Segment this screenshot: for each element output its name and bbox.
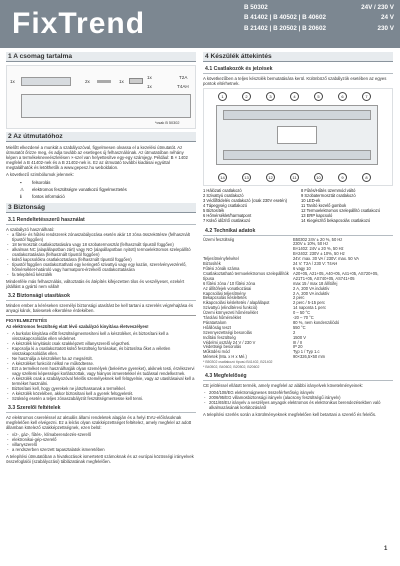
subsection-title: 4.3 Megfelelőség bbox=[203, 372, 393, 381]
fuse-label: T4AH bbox=[177, 84, 189, 89]
usage-list: - a fűtési- és hűtési rendszerek zónaszabályozása esetén akár 10 zóna összekötésre (felhasznált típustól függően) - 18 termosztát csatlakoztatására vagy 18 szobatermosztát (felhasznált típustól függően) - alkalmas NC (alapállapotban zárt) vagy NO (alapállapotban nyitott) termoelektromos szelepállító csatlakoztatására (felhasznált típustól függően) - külső kapcsolókra csatlakoztatásra (felhasznált típustól függően) - típustól függően csatlakoztatható egy keringető szivattyú vagy egy kazán, szerelvényvezérelő, hőmérséklet-határoló vagy harmatpont-érzékelő csatlakoztatására - fa telepítésű készülék bbox=[6, 232, 196, 277]
qty-label: 1x bbox=[147, 75, 152, 80]
right-column bbox=[203, 52, 393, 419]
callout: 9 bbox=[338, 173, 347, 182]
warning-subtitle: Az elektromos feszültség elatt lévő szabályzó kinyitása életveszélyes! bbox=[6, 323, 149, 329]
usage-intro: A szabályzó használható: bbox=[6, 226, 55, 232]
callout: 14 bbox=[218, 173, 227, 182]
callout: 5 bbox=[314, 92, 323, 101]
section-title: 2 Az útmutatóhoz bbox=[6, 132, 196, 142]
section-title: 4 Készülék áttekintés bbox=[203, 52, 393, 62]
subsection-title: 3.3 Szerelői feltételek bbox=[6, 404, 196, 413]
brand-logo: FixTrend bbox=[12, 7, 146, 40]
section-title: 1 A csomag tartalma bbox=[6, 52, 196, 62]
symbol-row: ⚠ elektromos feszültségre vonatkozó figyelmeztetés bbox=[20, 186, 127, 193]
subsection-title: 3.2 Biztonsági utasítások bbox=[6, 292, 196, 301]
symbol-row: ℹ fontos információ bbox=[20, 193, 65, 200]
callout: 11 bbox=[290, 173, 299, 182]
page-number: 1 bbox=[384, 546, 388, 552]
device-diagram bbox=[203, 88, 393, 186]
terminal-strip-image bbox=[21, 77, 71, 86]
fuse-image bbox=[129, 78, 143, 84]
model-row: B 41402 | B 40502 | B 40602 24 V bbox=[244, 14, 394, 22]
usage-warning: Mindenféle más felhasználás, változtatás és átépítés kifejezetten tilos és veszélyeset, ezekért jótállást a gyártó nem vállal! bbox=[6, 278, 185, 289]
callout: 4 bbox=[290, 92, 299, 101]
callout: 6 bbox=[338, 92, 347, 101]
warning-title: FIGYELMEZTETÉS bbox=[6, 317, 48, 323]
package-contents bbox=[6, 65, 196, 129]
installer-list: - víz-, gáz-, fűtés-, klímaberendezés-szerelő - elektronikai-gép-szerelő - villanyszerelő - a rendszerben szerzett tapasztalatok ismeretében bbox=[6, 432, 196, 452]
symbol-row: ▪ felsorolás bbox=[20, 179, 51, 186]
screw-image bbox=[97, 80, 111, 83]
model-list bbox=[244, 3, 394, 34]
subsection-title: 4.1 Csatlakozók és jelzések bbox=[203, 65, 393, 74]
callout: 3 bbox=[266, 92, 275, 101]
intro-text: Mielőtt elkezdené a munkát a szabályozóval, figyelmesen olvassa el a kezelési útmutatót. Az útmutatót őrizze meg, és adja tovább az esetleges új felhasználónak. Az útmutatóban néhány képen a termékekneveészlelésen ×-szel van helyettesítve egy-egy számjegy. Például: B × 1402 megfelel a B 41402-nek és a B 21402-nek is. Ez az útmutató további kiadásai egyúttal megtalálhatók és letölthetők a www.gepesz.hu weboldalon. bbox=[6, 145, 188, 171]
warning-voltage-icon: ⚠ bbox=[20, 186, 24, 192]
subsection-title: 4.2 Technikai adatok bbox=[203, 227, 393, 236]
info-icon: ℹ bbox=[20, 193, 22, 199]
callout: 2 bbox=[242, 92, 251, 101]
page-header bbox=[0, 0, 400, 48]
warning-list: - A burkolat kinyitása előtt feszültségmentesíteni kell a készüléket, és biztosítani kell a visszakapcsolódás ellen védelmet. - A készülék kinyitását csak szakképzett villanyszerelő végezheti. - Kapcsolja ki a csatlakoztatott külső feszültség forrásokat, és biztosítsa őket a véletlen visszakapcsolódás ellen. - Ne használja a készüléket ha az megsérült. - A készüléket funkciót nélkül ne működtesse. - Ezt a terméket nem használhatják olyan személyek (beleértve gyereket), akiknek testi, érzékszervi vagy szellemi képességei korlátozottak, vagy hiányos ismeretekkel és tudással rendelkeznek. - A készülék csak a szabályozóval felelős személyeknek kell felügyelnie, vagy az utasításaival kell a terméket használni. - Biztosítani kell, hogy gyerekek ne játszhassanak a termékkel. - A készülék közelében, akkor biztosítani kell a gyerek felügyeletét. - Szükség esetén a teljes zónaszabályzót feszültségmentesse kell tenni. bbox=[6, 331, 196, 401]
symbols-intro: A következő szimbólumok jelennek: bbox=[6, 172, 74, 178]
qty-label: 1x bbox=[10, 79, 15, 84]
section-title: 3 Biztonság bbox=[6, 203, 196, 213]
controller-module bbox=[216, 105, 378, 165]
fuse-label: T2A bbox=[179, 75, 188, 80]
overview-text: A következőben a teljes készülék bemutatására kerül. Különböző szabályzók esetében az egyes pontok eltérhetnek. bbox=[203, 76, 387, 87]
callout: 1 bbox=[218, 92, 227, 101]
callout: 8 bbox=[362, 173, 371, 182]
callout: 13 bbox=[242, 173, 251, 182]
model-row: B 21402 | B 20502 | B 20602 230 V bbox=[244, 24, 394, 32]
left-column bbox=[6, 52, 196, 467]
diagram-legend: 1 Hálózati csatlakozó 8 Fűtés/Hűtés üzemmód váltó 2 Szivattyú csatlakozó 9 Szobatermosztát csatlakozó 3 Védőföldelés csatlakozó (csak 230V esetén) 10 LED-ek 4 Tápegység csatlakozó 11 Tanító kezelő gombok 5 Biztosíték 12 Termoelektromos szelepállító csatlakozó 6 Hőmérséklet/harmatpont 13 ERP kapcsoló 7 Külső időzítő csatlakozó 14 Kiegészítő bekapcsolás csatlakozó bbox=[203, 188, 381, 223]
installer-text: Az elektromos csereléssel az aktuális állami rendeletek alapján és a helyi EVU-előírásoknak megfelelően kell elvégezni. Ez a leírás olyan szakképzettséget feltételez, amely megfelel az adott államban kötelező szakképzettségnek, ezen belül: bbox=[6, 415, 192, 431]
controller-image bbox=[21, 94, 191, 118]
installer-end: A telepítési útmutatóban a hivatkozások ismertetett számoknak és az európai közösségi irányelvek összefoglalói (szabályozási) táblázatának megfelelően. bbox=[6, 454, 194, 465]
terminal-row bbox=[223, 150, 371, 160]
model-row: B 50302 24V / 230 V bbox=[244, 4, 394, 11]
spec-table: Üzemi feszültség B50302 24V ± 20 %, 50 Hz 230V ± 10%, 50 Hz B×1402: 24V ± 20 %, 50 Hz B×2402: 230V ± 10%, 50 Hz Teljesítményfelvétel 24V: max. 30 VA / 230V: max. 50 VA Biztosíték 24 V: T2A / 230 V: T4AH Fűtési zónák száma 6 vagy 10 Csatlakoztatható termoelektromos szelepállítók típusa A20+05, A21+05, A40+05, A41+05, AS720+05, A21T1+05, AS740+05, AS741+05 6 fűtési zóna / 10 fűtési zóna max 15 / max 18 állítófej Az állítófejek vonatkozásai 2 A, 200 VA induktív Kapcsolási teljesítmény 2 A, 200 VA induktív Bekapcsolás késleltetés 2 perc Kikapcsolási késleltetés / alapállapot 2 perc / 5-15 perc Szivattyú (elindítéresi funkció) 14 naponta 1 perc Üzemi környezeti hőmérséklet 0 – 50 °C Tárolási hőmérséklet -20 – 70 °C Páratartalom 80 %, nem kondenzálódó Hőállóság teszt 550 °C Szennyezettségi besorolás 2 Indítási feszültség 1500 V Védelmi osztály 24 V / 230 V III / II Védettségi besorolás IP 20 Működési mód Typ 1 / Typ 1.c Méretek (Ma. x H x Mé.) 90×326,5×50 mm bbox=[203, 236, 379, 360]
qty-label: 2x bbox=[85, 79, 90, 84]
led-panel bbox=[277, 126, 317, 144]
conformity-list: - 2004/108/EG elektromágneses összeférhetőség irányelv - 2006/95/EG villamosbiztonsági irányelv (alacsony feszültségű irányelv) - 2011/65/EU irányelv a veszélyes anyagok elektromos és elektronikus berendezésekben való alkalmazásának korlátozásáról bbox=[203, 390, 393, 410]
footnote: *csak B 50302 bbox=[155, 121, 180, 125]
spec-notes: * B50302 csatlakozó típusú B41402, B21402 * B40502, B40602, B20502, B20602 bbox=[203, 360, 273, 369]
conformity-end: A telepítési szerlés során a körülményeknek megfelelően kell betartani a szerelő és felelős. bbox=[203, 412, 377, 418]
qty-label: 1x bbox=[119, 79, 124, 84]
callout: 10 bbox=[314, 173, 323, 182]
subsection-title: 3.1 Rendeltetésszerű használat bbox=[6, 216, 196, 225]
bullet-icon: ▪ bbox=[20, 179, 22, 185]
safety-text: Minden ember a kéréseken személyi biztonsági utasítást be kell tartani a szerelés végrehajtása és anyagi károk, balesetek elkerülése érdekében. bbox=[6, 302, 194, 313]
callout: 12 bbox=[266, 173, 275, 182]
qty-label: 1x bbox=[147, 84, 152, 89]
conformity-text: CE jelöléssel ellátott termék, amely megfelel az alábbi irányelvek követelményeinek: bbox=[203, 383, 364, 388]
callout: 7 bbox=[362, 92, 371, 101]
terminal-row bbox=[223, 110, 371, 120]
